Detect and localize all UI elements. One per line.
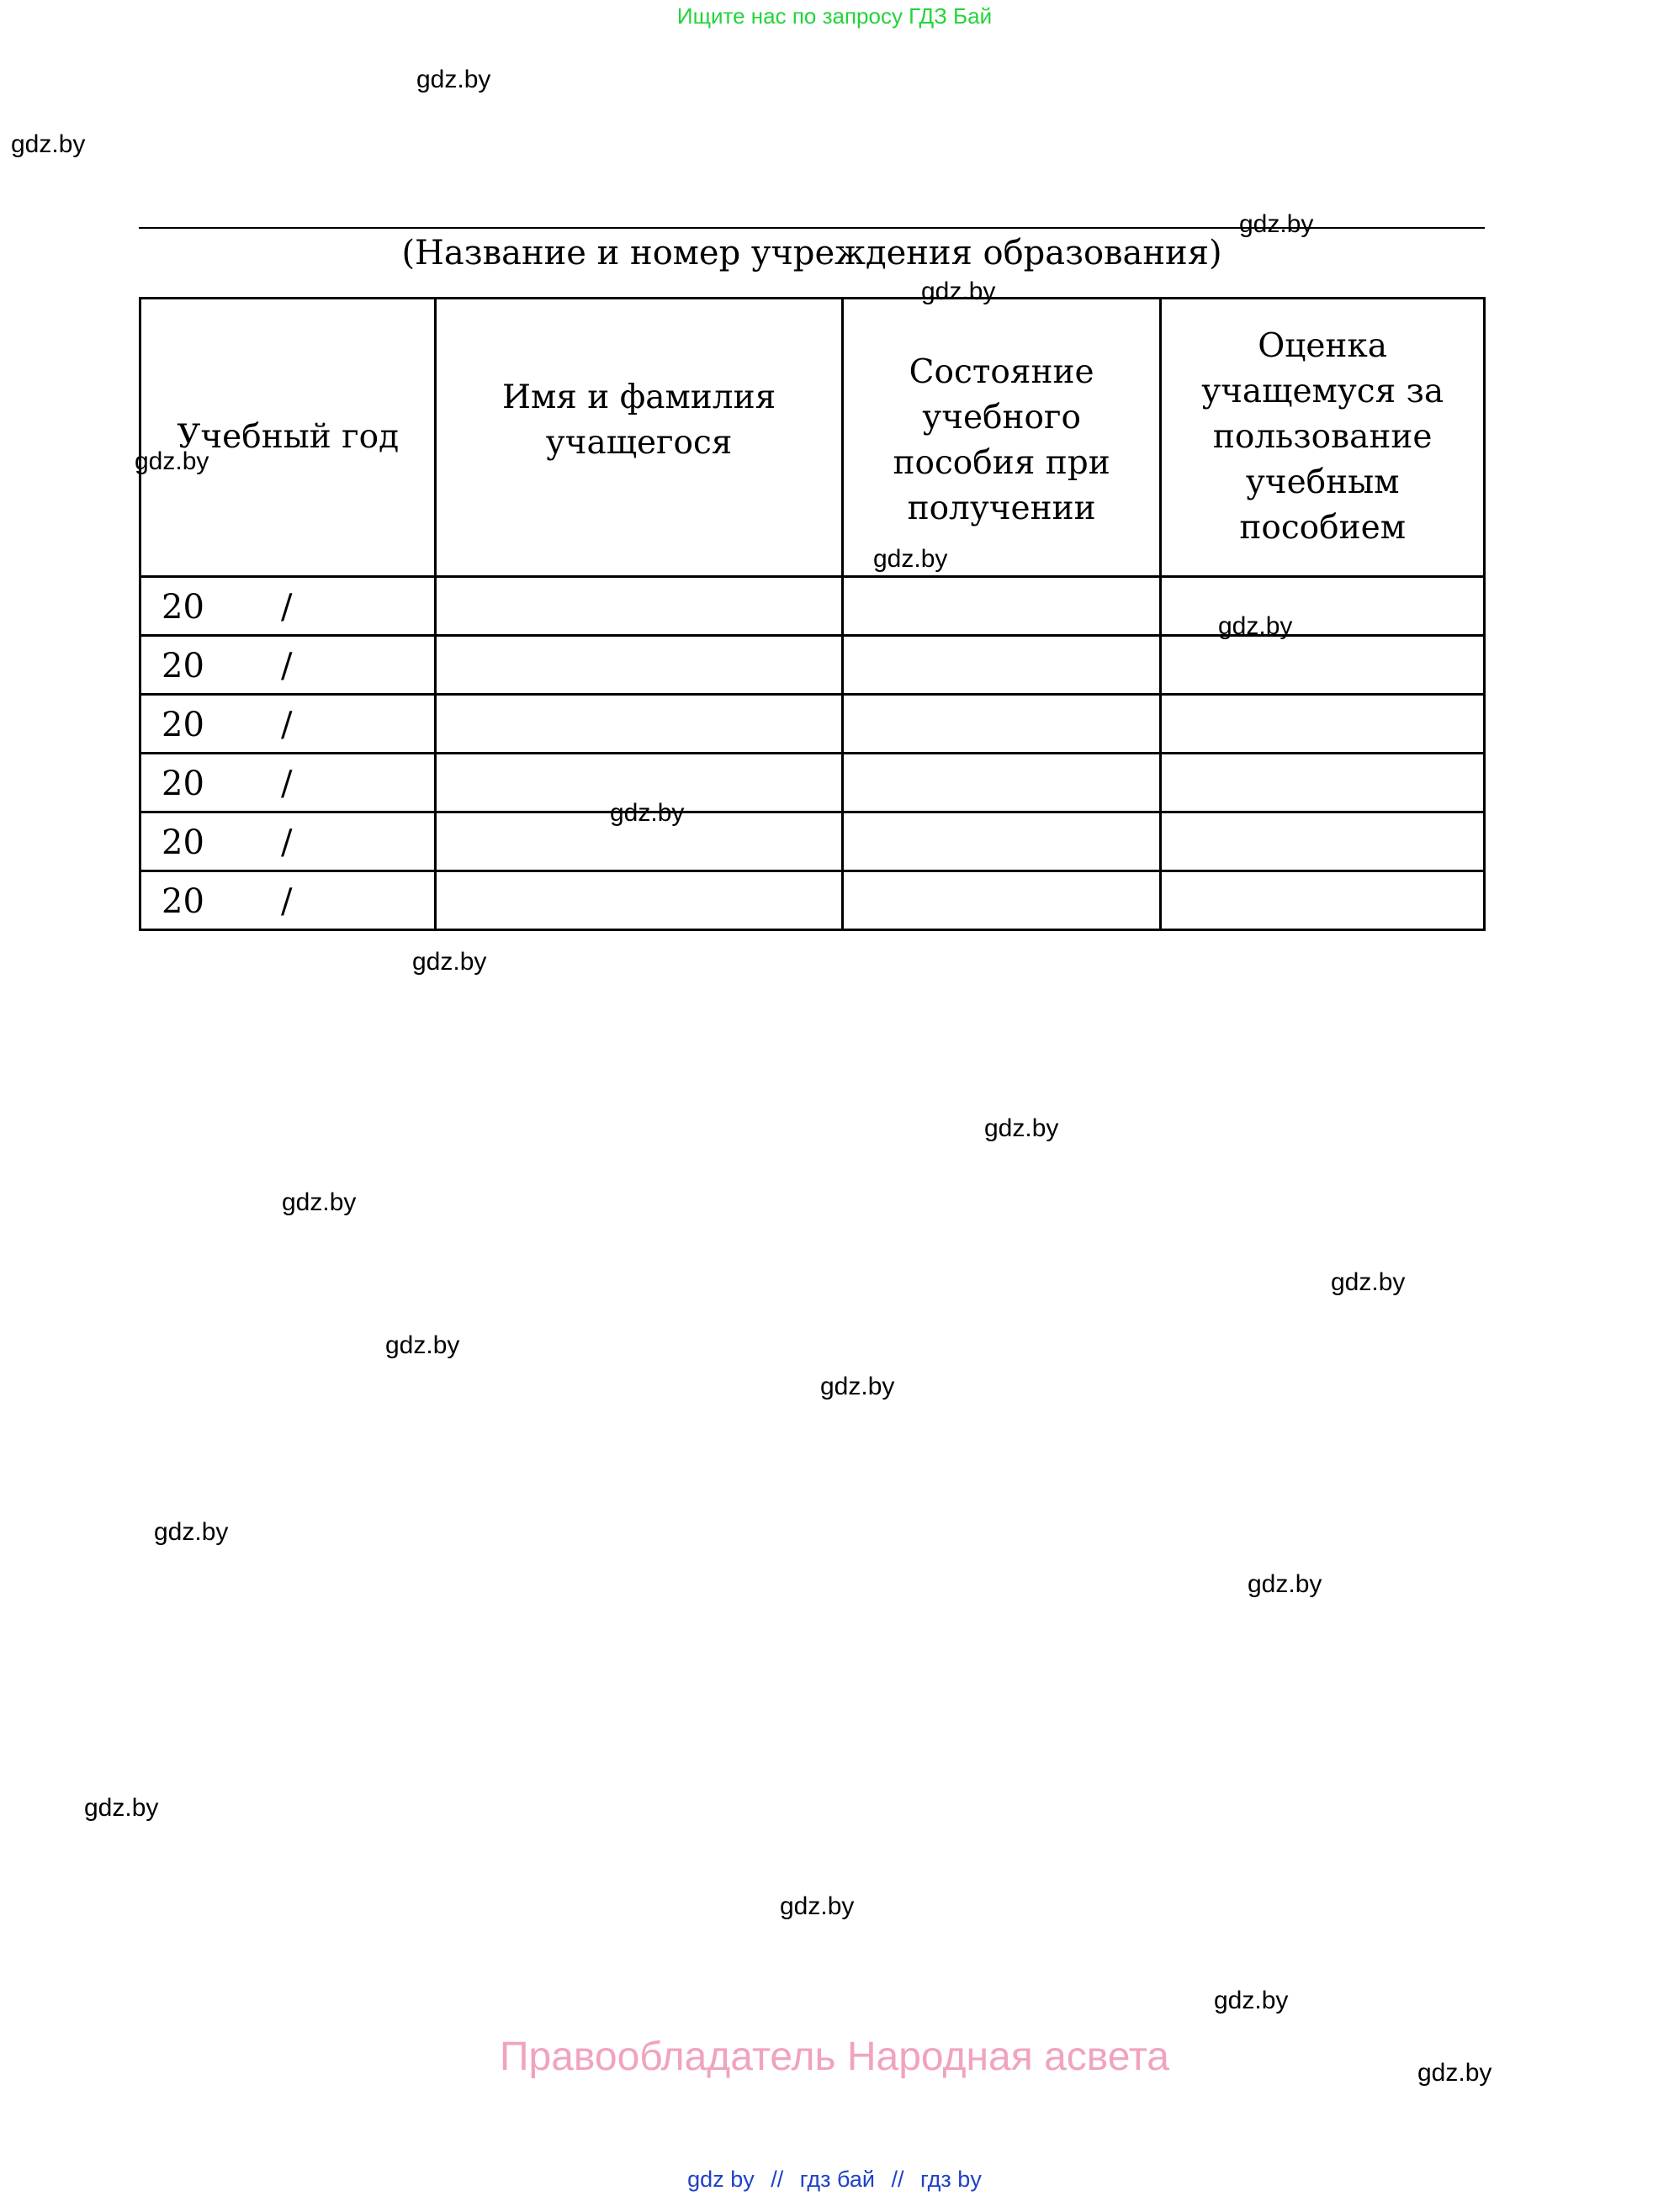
watermark: gdz.by [1417, 2059, 1492, 2087]
table-row [140, 636, 1485, 695]
watermark: gdz.by [84, 1794, 159, 1822]
year-cell[interactable] [140, 577, 436, 636]
watermark: gdz.by [1239, 210, 1314, 238]
watermark: gdz.by [154, 1518, 229, 1546]
year-cell[interactable] [140, 871, 436, 930]
condition-cell[interactable] [842, 754, 1161, 812]
footer-link-gdz-by-cyrillic[interactable]: гдз by [920, 2167, 982, 2192]
year-prefix: 20 [162, 588, 204, 627]
year-prefix: 20 [162, 823, 204, 862]
name-cell[interactable] [436, 636, 843, 695]
watermark: gdz.by [385, 1331, 460, 1359]
grade-cell[interactable] [1161, 754, 1485, 812]
grade-cell[interactable] [1161, 695, 1485, 754]
footer-separator: // [771, 2167, 784, 2192]
footer-link-gdz-bai[interactable]: гдз бай [799, 2167, 875, 2192]
watermark: gdz.by [873, 545, 948, 573]
year-prefix: 20 [162, 765, 204, 803]
grade-cell[interactable] [1161, 636, 1485, 695]
institution-caption: (Название и номер учреждения образования) [401, 234, 1222, 273]
table-row [140, 754, 1485, 812]
condition-cell[interactable] [842, 636, 1161, 695]
condition-cell[interactable] [842, 871, 1161, 930]
footer-separator: // [891, 2167, 904, 2192]
name-cell[interactable] [436, 871, 843, 930]
year-cell[interactable] [140, 754, 436, 812]
watermark: gdz.by [610, 799, 685, 827]
watermark: gdz.by [11, 130, 86, 158]
year-separator: / [281, 647, 293, 685]
header-condition-on-receipt: Состояние учебного пособия при получении [842, 299, 1161, 577]
condition-cell[interactable] [842, 695, 1161, 754]
table-row [140, 871, 1485, 930]
watermark: gdz.by [780, 1892, 855, 1920]
watermark: gdz.by [820, 1373, 895, 1400]
year-prefix: 20 [162, 706, 204, 744]
year-separator: / [281, 823, 293, 862]
footer-links [0, 2167, 1669, 2193]
year-cell[interactable] [140, 812, 436, 871]
grade-cell[interactable] [1161, 577, 1485, 636]
year-cell[interactable] [140, 695, 436, 754]
condition-cell[interactable] [842, 577, 1161, 636]
watermark: gdz.by [1248, 1570, 1322, 1598]
table-row [140, 695, 1485, 754]
grade-cell[interactable] [1161, 812, 1485, 871]
institution-underline [139, 227, 1485, 229]
table-header-row [140, 299, 1485, 577]
header-grade-for-use: Оценка учащемуся за пользование учебным пособием [1161, 299, 1485, 577]
header-student-name: Имя и фамилия учащегося [436, 299, 843, 577]
watermark: gdz.by [921, 278, 996, 305]
year-cell[interactable] [140, 636, 436, 695]
year-separator: / [281, 588, 293, 627]
watermark: gdz.by [984, 1114, 1059, 1142]
condition-cell[interactable] [842, 812, 1161, 871]
year-separator: / [281, 706, 293, 744]
search-banner: Ищите нас по запросу ГДЗ Бай [676, 3, 993, 29]
watermark: gdz.by [1331, 1268, 1406, 1296]
year-separator: / [281, 765, 293, 803]
name-cell[interactable] [436, 695, 843, 754]
watermark: gdz.by [416, 66, 491, 93]
year-prefix: 20 [162, 647, 204, 685]
name-cell[interactable] [436, 577, 843, 636]
watermark: gdz.by [135, 447, 209, 475]
watermark: gdz.by [1214, 1987, 1289, 2014]
year-separator: / [281, 882, 293, 921]
copyright-notice: Правообладатель Народная асвета [500, 2035, 1169, 2079]
year-prefix: 20 [162, 882, 204, 921]
grade-cell[interactable] [1161, 871, 1485, 930]
watermark: gdz.by [1218, 612, 1293, 640]
watermark: gdz.by [282, 1188, 357, 1216]
watermark: gdz.by [412, 948, 487, 976]
header-academic-year: Учебный год [140, 299, 436, 577]
footer-link-gdz-by[interactable]: gdz by [687, 2167, 755, 2192]
table-row [140, 812, 1485, 871]
